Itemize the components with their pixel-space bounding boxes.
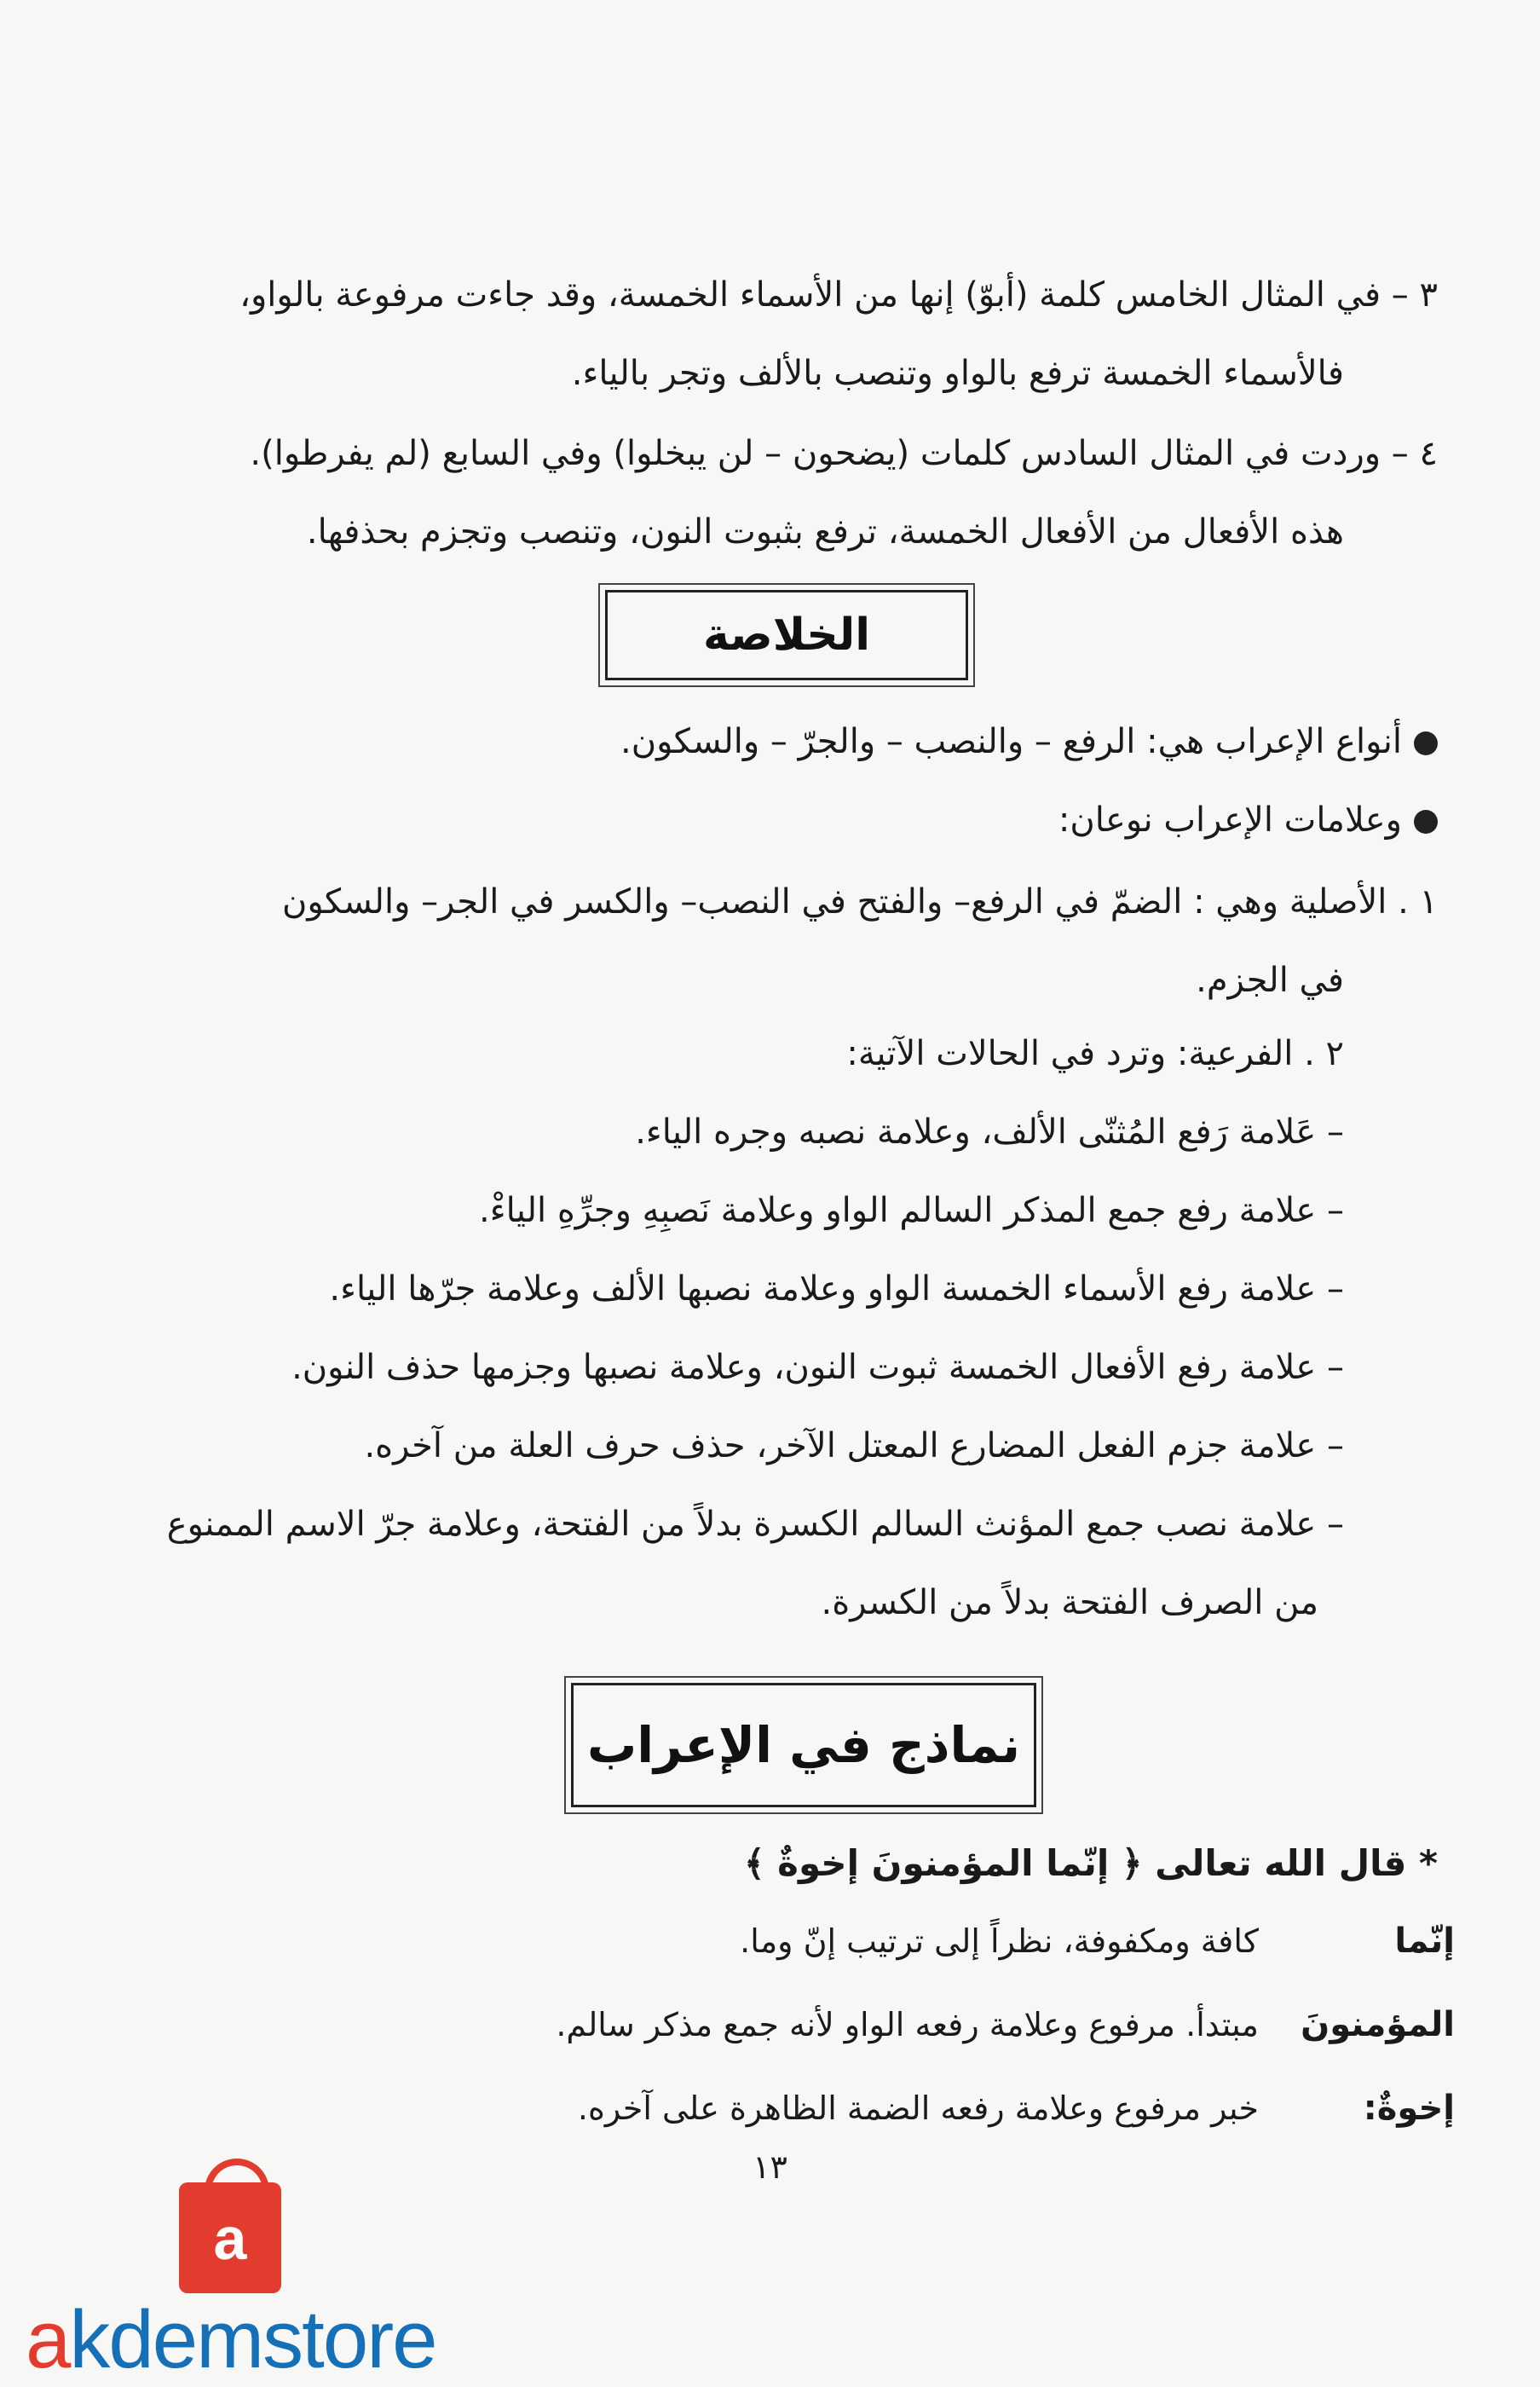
logo-wordmark-rest: kdemstore (69, 2294, 436, 2385)
parsing-term: المؤمنونَ (1301, 2005, 1455, 2044)
paragraph-line: ٣ – في المثال الخامس كلمة (أبوّ) إنها من الأسماء الخمسة، وقد جاءت مرفوعة بالواو، (239, 275, 1438, 315)
logo-wordmark (26, 2293, 436, 2387)
summary-title-box (605, 590, 968, 680)
dash-item: – علامة رفع الأفعال الخمسة ثبوت النون، وعلامة نصبها وجزمها حذف النون. (291, 1348, 1344, 1387)
dash-item: – عَلامة رَفع المُثنّى الألف، وعلامة نصبه وجره الياء. (635, 1113, 1344, 1152)
parsing-row (91, 1903, 1455, 1980)
logo-bag-letter: a (213, 2205, 247, 2272)
dash-item: – علامة رفع الأسماء الخمسة الواو وعلامة نصبها الألف وعلامة جرّها الياء. (329, 1269, 1344, 1309)
paragraph-line: ٢ . الفرعية: وترد في الحالات الآتية: (846, 1034, 1344, 1073)
dash-item: – علامة رفع جمع المذكر السالم الواو وعلامة نَصبِهِ وجرِّهِ الياءْ. (479, 1191, 1344, 1230)
logo-wordmark-a: a (26, 2294, 70, 2385)
page-number: ١٣ (753, 2148, 787, 2186)
parsing-row (91, 1986, 1455, 2063)
shopping-bag-icon (179, 2182, 281, 2293)
paragraph-point-4 (91, 414, 1438, 571)
dash-item: – علامة جزم الفعل المضارع المعتل الآخر، حذف حرف العلة من آخره. (364, 1426, 1344, 1465)
paragraph-line: فالأسماء الخمسة ترفع بالواو وتنصب بالألف وتجر بالياء. (571, 354, 1344, 393)
paragraph-line: ٤ – وردت في المثال السادس كلمات (يضحون – لن يبخلوا) وفي السابع (لم يفرطوا). (250, 434, 1438, 473)
dash-item: – علامة نصب جمع المؤنث السالم الكسرة بدلاً من الفتحة، وعلامة جرّ الاسم الممنوع (166, 1505, 1344, 1544)
parsing-term: إخوةٌ: (1363, 2089, 1455, 2128)
bullet-item (91, 781, 1438, 859)
bullet-text: وعلامات الإعراب نوعان: (1058, 800, 1402, 840)
parsing-definition: خبر مرفوع وعلامة رفعه الضمة الظاهرة على آخره. (577, 2089, 1259, 2127)
paragraph-line: ١ . الأصلية وهي : الضمّ في الرفع– والفتح في النصب– والكسر في الجر– والسكون (281, 882, 1438, 922)
akdemstore-logo (26, 2182, 537, 2385)
summary-title: الخلاصة (702, 610, 871, 661)
models-title: نماذج في الإعراب (587, 1716, 1020, 1774)
models-title-box (571, 1683, 1036, 1807)
parsing-term: إنّما (1394, 1922, 1455, 1961)
bullet-item (91, 702, 1438, 781)
bullet-dot-icon (1414, 731, 1438, 755)
verse-line: * قال الله تعالى ﴿ إنّما المؤمنونَ إخوةٌ ﴾ (743, 1842, 1438, 1884)
paragraph-line: في الجزم. (1196, 961, 1344, 1000)
paragraph-point-3 (91, 256, 1438, 413)
summary-item-2 (91, 1014, 1438, 1642)
dash-item-continuation: من الصرف الفتحة بدلاً من الكسرة. (821, 1583, 1318, 1622)
parsing-row (91, 2070, 1455, 2147)
parsing-definition: مبتدأ. مرفوع وعلامة رفعه الواو لأنه جمع مذكر سالم. (556, 2006, 1259, 2043)
summary-bullets (91, 702, 1438, 859)
summary-item-1 (91, 863, 1438, 1020)
bullet-dot-icon (1414, 810, 1438, 834)
bullet-text: أنواع الإعراب هي: الرفع – والنصب – والجرّ – والسكون. (620, 722, 1402, 761)
paragraph-line: هذه الأفعال من الأفعال الخمسة، ترفع بثبوت النون، وتنصب وتجزم بحذفها. (306, 512, 1344, 552)
parsing-definition: كافة ومكفوفة، نظراً إلى ترتيب إنّ وما. (740, 1922, 1259, 1960)
quran-verse (91, 1824, 1438, 1903)
